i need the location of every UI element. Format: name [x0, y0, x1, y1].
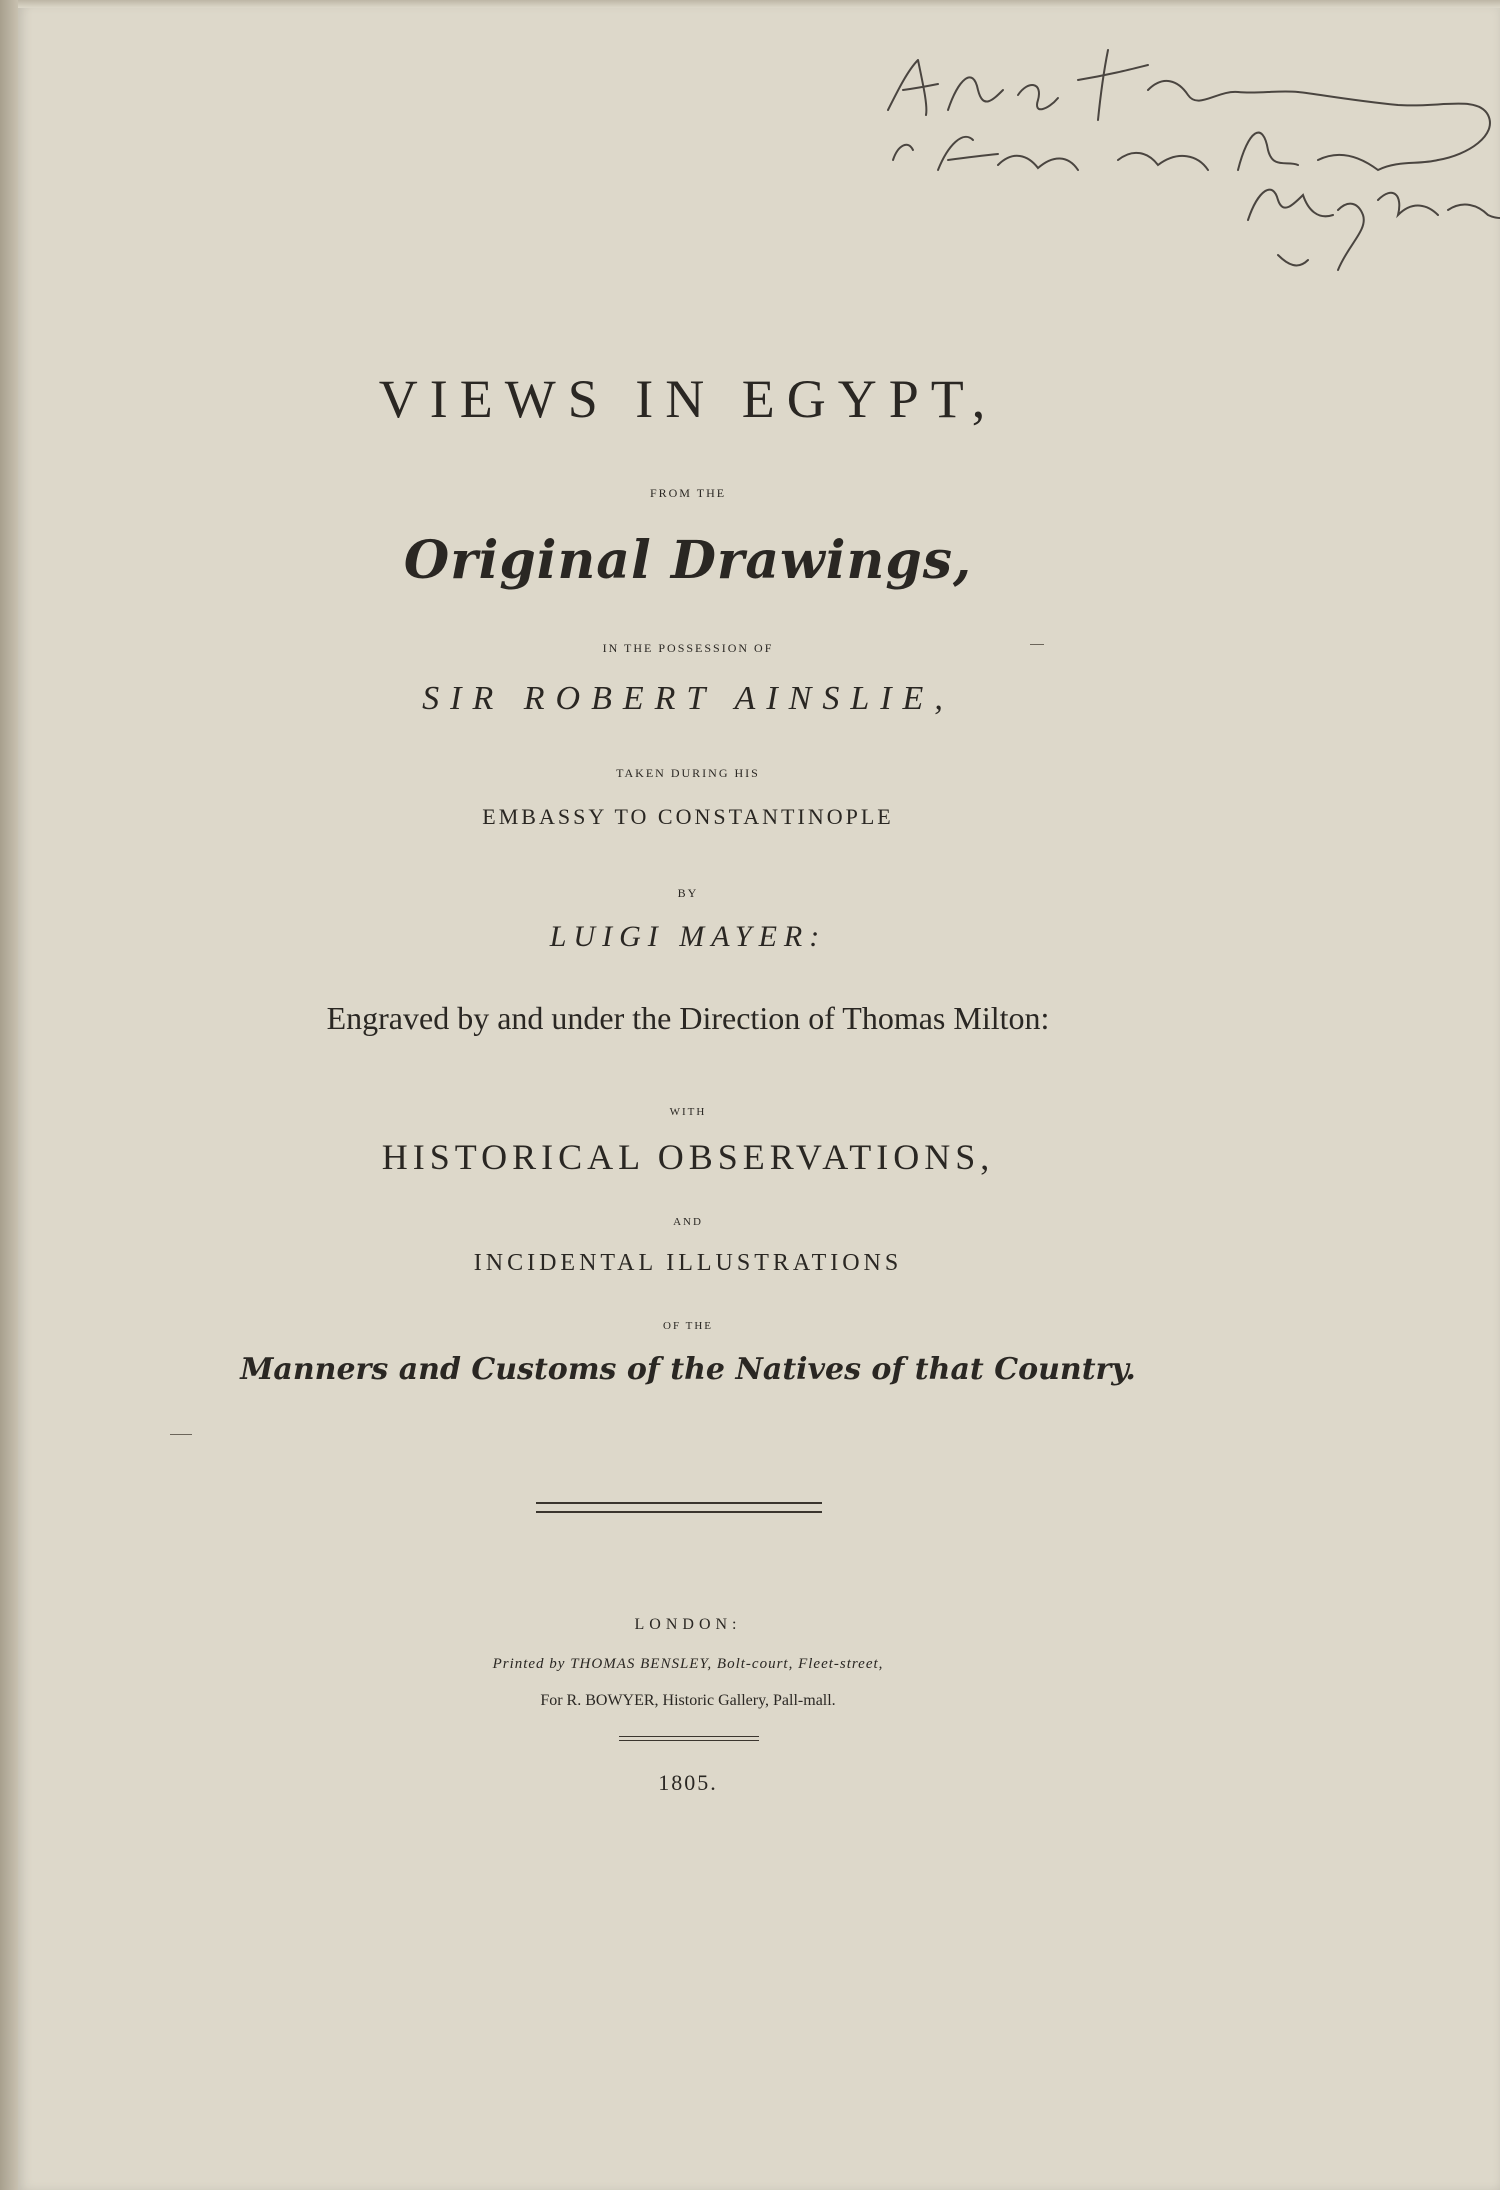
artist-name: LUIGI MAYER: [549, 920, 827, 953]
book-gutter [0, 0, 18, 2190]
title-page [18, 0, 1500, 2190]
with-label: WITH [669, 1106, 707, 1118]
small-double-rule [619, 1736, 759, 1741]
possession-label: IN THE POSSESSION OF [602, 641, 774, 655]
engraver-line: Engraved by and under the Direction of Thomas Milton: [326, 1000, 1050, 1036]
imprint-city: LONDON: [634, 1616, 742, 1633]
by-label: BY [677, 886, 699, 900]
and-label: AND [673, 1216, 703, 1228]
historical-observations: HISTORICAL OBSERVATIONS, [381, 1137, 995, 1177]
incidental-illustrations: INCIDENTAL ILLUSTRATIONS [473, 1250, 903, 1276]
original-drawings-heading: Original Drawings, [403, 530, 973, 591]
handwritten-inscription [878, 20, 1500, 280]
page-top-edge [18, 0, 1500, 8]
double-rule [536, 1502, 822, 1513]
of-the-label: OF THE [663, 1320, 713, 1332]
manners-and-customs: Manners and Customs of the Natives of that Country. [240, 1352, 1136, 1387]
taken-during-label: TAKEN DURING HIS [616, 766, 760, 780]
margin-mark [1030, 644, 1044, 645]
imprint-publisher: For R. BOWYER, Historic Gallery, Pall-mall. [540, 1692, 836, 1709]
from-the-label: FROM THE [649, 486, 727, 500]
embassy-line: EMBASSY TO CONSTANTINOPLE [482, 804, 894, 829]
margin-mark [170, 1434, 192, 1435]
owner-name: SIR ROBERT AINSLIE, [422, 680, 954, 717]
book-title: VIEWS IN EGYPT, [378, 369, 998, 429]
imprint-year: 1805. [658, 1770, 718, 1795]
imprint-printer: Printed by THOMAS BENSLEY, Bolt-court, Fleet-street, [492, 1656, 884, 1672]
